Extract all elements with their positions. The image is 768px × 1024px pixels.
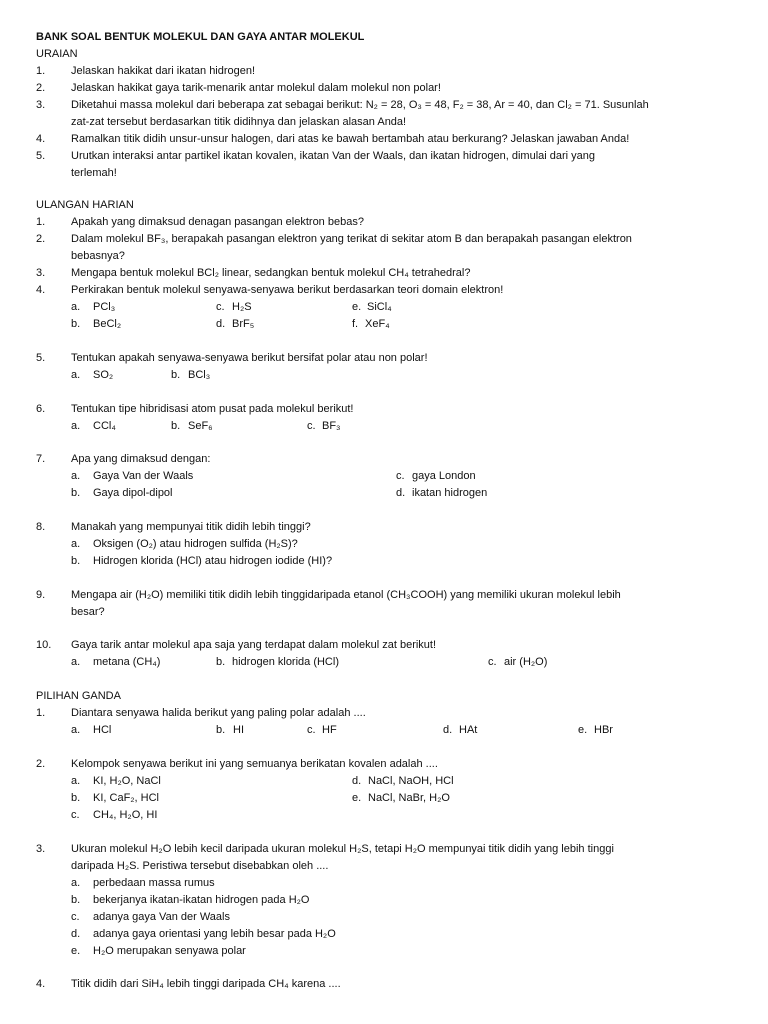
question-text: Tentukan tipe hibridisasi atom pusat pada molekul berikut! <box>71 403 354 415</box>
question-number: 5. <box>36 150 46 162</box>
option-text: adanya gaya orientasi yang lebih besar pada H₂O <box>93 928 336 940</box>
question-text: bebasnya? <box>71 250 125 262</box>
question-number: 2. <box>36 233 46 245</box>
question-number: 4. <box>36 978 46 990</box>
option-text: bekerjanya ikatan-ikatan hidrogen pada H₂O <box>93 894 310 906</box>
document-title-line <box>0 29 768 46</box>
question-text: Jelaskan hakikat gaya tarik-menarik antar molekul dalam molekul non polar! <box>71 82 441 94</box>
option-text: KI, H₂O, NaCl <box>93 775 161 787</box>
question-number: 8. <box>36 521 46 533</box>
ulangan-question-10 <box>0 637 768 654</box>
question-number: 2. <box>36 758 46 770</box>
option-letter: a. <box>71 538 81 550</box>
pilihan-question-1 <box>0 705 768 722</box>
uraian-question-1 <box>0 63 768 80</box>
option-text: metana (CH₄) <box>93 656 161 668</box>
option-text: Gaya Van der Waals <box>93 470 194 482</box>
option-text: SO₂ <box>93 369 114 381</box>
option-text: KI, CaF₂, HCl <box>93 792 159 804</box>
option-letter: c. <box>396 470 405 482</box>
option-letter: d. <box>443 724 453 736</box>
option-text: HF <box>322 724 337 736</box>
question-number: 4. <box>36 133 46 145</box>
uraian-question-3-cont <box>0 114 768 131</box>
option-text: CCl₄ <box>93 420 116 432</box>
option-text: hidrogen klorida (HCl) <box>232 656 339 668</box>
question-number: 3. <box>36 267 46 279</box>
option-letter: e. <box>352 301 362 313</box>
ulangan-q8-option-b <box>0 553 768 570</box>
document-title: BANK SOAL BENTUK MOLEKUL DAN GAYA ANTAR MOLEKUL <box>36 31 365 43</box>
question-text: Ukuran molekul H₂O lebih kecil daripada ukuran molekul H₂S, tetapi H₂O mempunyai titik didih yang lebih tinggi <box>71 843 614 855</box>
option-text: HCl <box>93 724 112 736</box>
ulangan-question-7 <box>0 451 768 468</box>
option-text: SeF₆ <box>188 420 213 432</box>
option-letter: f. <box>352 318 359 330</box>
question-text: Dalam molekul BF₃, berapakah pasangan elektron yang terikat di sekitar atom B dan berapakah pasangan elektron <box>71 233 632 245</box>
ulangan-q8-option-a <box>0 536 768 553</box>
ulangan-question-2-cont <box>0 248 768 265</box>
pilihan-question-3-cont <box>0 858 768 875</box>
ulangan-question-1 <box>0 214 768 231</box>
question-number: 6. <box>36 403 46 415</box>
ulangan-q7-options-row2 <box>0 485 768 502</box>
option-text: gaya London <box>412 470 476 482</box>
section-heading: ULANGAN HARIAN <box>36 199 134 211</box>
option-letter: c. <box>216 301 225 313</box>
ulangan-q6-options <box>0 418 768 435</box>
ulangan-q10-options <box>0 654 768 671</box>
option-text: NaCl, NaOH, HCl <box>368 775 454 787</box>
uraian-question-5-cont <box>0 165 768 182</box>
option-letter: a. <box>71 775 81 787</box>
option-text: CH₄, H₂O, HI <box>93 809 158 821</box>
question-text: Urutkan interaksi antar partikel ikatan kovalen, ikatan Van der Waals, dan ikatan hidrogen, dimulai dari yang <box>71 150 596 162</box>
question-number: 10. <box>36 639 52 651</box>
option-text: BrF₅ <box>232 318 255 330</box>
question-text: Apa yang dimaksud dengan: <box>71 453 211 465</box>
question-number: 4. <box>36 284 46 296</box>
option-letter: d. <box>216 318 226 330</box>
option-text: BCl₃ <box>188 369 211 381</box>
question-text: Tentukan apakah senyawa-senyawa berikut bersifat polar atau non polar! <box>71 352 428 364</box>
option-text: XeF₄ <box>365 318 390 330</box>
uraian-question-3 <box>0 97 768 114</box>
option-text: adanya gaya Van der Waals <box>93 911 230 923</box>
pilihan-q2-options-row3 <box>0 807 768 824</box>
question-text: Manakah yang mempunyai titik didih lebih tinggi? <box>71 521 311 533</box>
option-text: Hidrogen klorida (HCl) atau hidrogen iodide (HI)? <box>93 555 333 567</box>
section-heading: URAIAN <box>36 48 78 60</box>
option-letter: a. <box>71 420 81 432</box>
ulangan-question-3 <box>0 265 768 282</box>
option-letter: a. <box>71 301 81 313</box>
question-number: 3. <box>36 843 46 855</box>
option-letter: a. <box>71 877 81 889</box>
pilihan-q2-options-row2 <box>0 790 768 807</box>
section-heading-ulangan <box>0 197 768 214</box>
uraian-question-5 <box>0 148 768 165</box>
question-text: daripada H₂S. Peristiwa tersebut disebabkan oleh .... <box>71 860 329 872</box>
uraian-question-4 <box>0 131 768 148</box>
option-letter: b. <box>71 487 81 499</box>
section-heading-uraian <box>0 46 768 63</box>
option-letter: d. <box>352 775 362 787</box>
ulangan-question-9 <box>0 587 768 604</box>
option-text: HAt <box>459 724 478 736</box>
pilihan-question-4 <box>0 976 768 993</box>
question-number: 1. <box>36 65 46 77</box>
section-heading-pilihan <box>0 688 768 705</box>
pilihan-q3-option-c <box>0 909 768 926</box>
option-letter: b. <box>71 792 81 804</box>
question-text: Gaya tarik antar molekul apa saja yang terdapat dalam molekul zat berikut! <box>71 639 437 651</box>
pilihan-question-3 <box>0 841 768 858</box>
ulangan-q4-options-row2 <box>0 316 768 333</box>
option-text: BF₃ <box>322 420 341 432</box>
option-letter: e. <box>71 945 81 957</box>
uraian-question-2 <box>0 80 768 97</box>
pilihan-q3-option-a <box>0 875 768 892</box>
pilihan-q2-options-row1 <box>0 773 768 790</box>
option-letter: a. <box>71 470 81 482</box>
pilihan-q3-option-d <box>0 926 768 943</box>
pilihan-question-2 <box>0 756 768 773</box>
option-letter: d. <box>396 487 406 499</box>
question-number: 5. <box>36 352 46 364</box>
question-text: Mengapa air (H₂O) memiliki titik didih lebih tinggidaripada etanol (CH₃COOH) yang memiliki ukuran molekul lebih <box>71 589 621 601</box>
option-text: air (H₂O) <box>504 656 548 668</box>
option-letter: b. <box>71 318 81 330</box>
option-text: Oksigen (O₂) atau hidrogen sulfida (H₂S)? <box>93 538 298 550</box>
question-text: Apakah yang dimaksud denagan pasangan elektron bebas? <box>71 216 364 228</box>
ulangan-question-5 <box>0 350 768 367</box>
question-number: 7. <box>36 453 46 465</box>
question-text: Kelompok senyawa berikut ini yang semuanya berikatan kovalen adalah .... <box>71 758 438 770</box>
option-text: H₂O merupakan senyawa polar <box>93 945 246 957</box>
option-letter: b. <box>71 894 81 906</box>
option-letter: c. <box>307 724 316 736</box>
option-text: HI <box>233 724 244 736</box>
ulangan-question-4 <box>0 282 768 299</box>
question-text: zat-zat tersebut berdasarkan titik didihnya dan jelaskan alasan Anda! <box>71 116 407 128</box>
option-text: perbedaan massa rumus <box>93 877 215 889</box>
ulangan-q5-options <box>0 367 768 384</box>
option-letter: b. <box>216 656 226 668</box>
option-letter: a. <box>71 724 81 736</box>
ulangan-question-6 <box>0 401 768 418</box>
option-text: SiCl₄ <box>367 301 392 313</box>
question-text: Perkirakan bentuk molekul senyawa-senyawa berikut berdasarkan teori domain elektron! <box>71 284 504 296</box>
option-letter: d. <box>71 928 81 940</box>
ulangan-q7-options-row1 <box>0 468 768 485</box>
option-text: HBr <box>594 724 613 736</box>
option-text: Gaya dipol-dipol <box>93 487 173 499</box>
option-letter: e. <box>352 792 362 804</box>
question-number: 1. <box>36 707 46 719</box>
option-letter: a. <box>71 369 81 381</box>
option-letter: e. <box>578 724 588 736</box>
question-number: 3. <box>36 99 46 111</box>
question-text: Mengapa bentuk molekul BCl₂ linear, sedangkan bentuk molekul CH₄ tetrahedral? <box>71 267 471 279</box>
option-letter: c. <box>488 656 497 668</box>
option-text: PCl₃ <box>93 301 116 313</box>
option-letter: c. <box>307 420 316 432</box>
option-text: NaCl, NaBr, H₂O <box>368 792 450 804</box>
question-number: 9. <box>36 589 46 601</box>
question-text: Diketahui massa molekul dari beberapa zat sebagai berikut: N₂ = 28, O₃ = 48, F₂ = 38, Ar = 40, dan Cl₂ = 71. Susunlah <box>71 99 649 111</box>
option-letter: b. <box>216 724 226 736</box>
ulangan-q4-options-row1 <box>0 299 768 316</box>
question-text: Jelaskan hakikat dari ikatan hidrogen! <box>71 65 256 77</box>
option-letter: b. <box>71 555 81 567</box>
option-text: BeCl₂ <box>93 318 122 330</box>
question-text: Diantara senyawa halida berikut yang paling polar adalah .... <box>71 707 366 719</box>
question-text: besar? <box>71 606 105 618</box>
option-letter: a. <box>71 656 81 668</box>
option-letter: c. <box>71 809 80 821</box>
ulangan-question-2 <box>0 231 768 248</box>
pilihan-q3-option-e <box>0 943 768 960</box>
question-text: Titik didih dari SiH₄ lebih tinggi daripada CH₄ karena .... <box>71 978 341 990</box>
option-letter: c. <box>71 911 80 923</box>
question-number: 2. <box>36 82 46 94</box>
ulangan-question-8 <box>0 519 768 536</box>
question-number: 1. <box>36 216 46 228</box>
ulangan-question-9-cont <box>0 604 768 621</box>
option-letter: b. <box>171 369 181 381</box>
option-letter: b. <box>171 420 181 432</box>
option-text: H₂S <box>232 301 252 313</box>
question-text: terlemah! <box>71 167 117 179</box>
option-text: ikatan hidrogen <box>412 487 488 499</box>
pilihan-q1-options <box>0 722 768 739</box>
pilihan-q3-option-b <box>0 892 768 909</box>
question-text: Ramalkan titik didih unsur-unsur halogen, dari atas ke bawah bertambah atau berkurang? Jelaskan jawaban Anda! <box>71 133 630 145</box>
section-heading: PILIHAN GANDA <box>36 690 121 702</box>
